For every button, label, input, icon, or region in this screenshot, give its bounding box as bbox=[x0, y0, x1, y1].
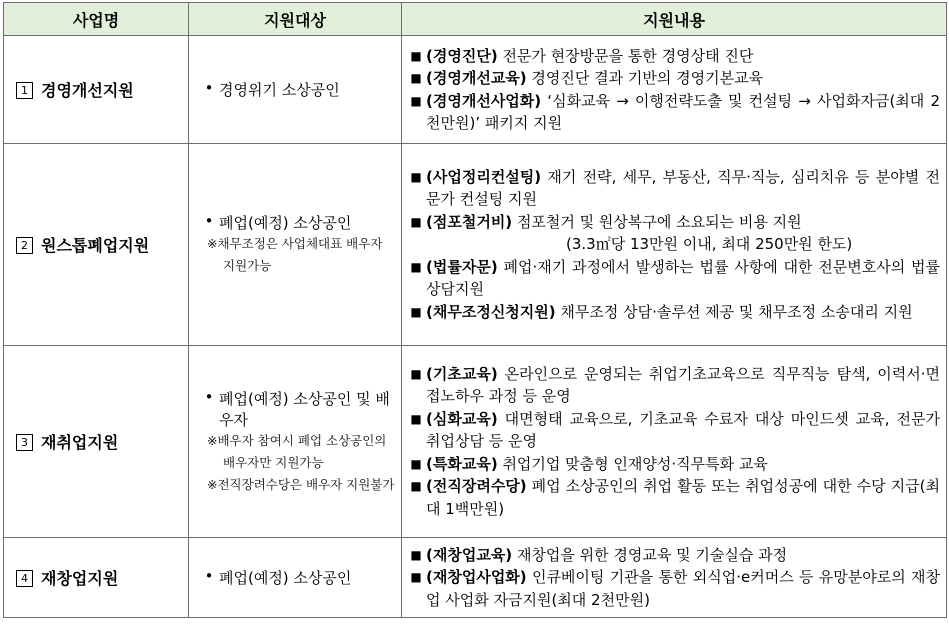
item-keyword: (재창업사업화) bbox=[426, 568, 527, 587]
square-bullet-icon: ■ bbox=[410, 411, 422, 426]
item-keyword: (경영진단) bbox=[426, 46, 498, 65]
program-name-cell bbox=[4, 36, 189, 144]
content-item bbox=[406, 566, 940, 611]
program-name-cell bbox=[4, 144, 189, 346]
program-name-cell bbox=[4, 538, 189, 618]
header-content: 지원내용 bbox=[402, 3, 947, 36]
item-text: 경영진단 결과 기반의 경영기본교육 bbox=[526, 69, 764, 87]
table-row bbox=[4, 346, 947, 538]
item-keyword: (채무조정신청지원) bbox=[426, 302, 556, 321]
content-item bbox=[406, 408, 940, 453]
content-cell bbox=[402, 346, 947, 538]
program-name: 재취업지원 bbox=[41, 433, 119, 452]
item-keyword: (전직장려수당) bbox=[426, 477, 527, 496]
item-keyword: (재창업교육) bbox=[426, 545, 513, 564]
table-row bbox=[4, 538, 947, 618]
bullet-dot-icon: • bbox=[204, 79, 214, 97]
target-text: 폐업(예정) 소상공인 및 배우자 bbox=[219, 389, 390, 429]
square-bullet-icon: ■ bbox=[410, 93, 422, 108]
number-box: 4 bbox=[16, 570, 33, 587]
target-text: 폐업(예정) 소상공인 bbox=[219, 569, 352, 587]
number-box: 2 bbox=[16, 237, 33, 254]
target-text: 폐업(예정) 소상공인 bbox=[219, 214, 352, 232]
content-item bbox=[406, 211, 940, 256]
item-text: 대면형태 교육으로, 기초교육 수료자 대상 마인드셋 교육, 전문가 취업상담 등 운영 bbox=[426, 409, 940, 451]
content-item bbox=[406, 475, 940, 520]
item-keyword: (경영개선사업화) bbox=[426, 91, 542, 110]
number-box: 3 bbox=[16, 434, 33, 451]
content-item bbox=[406, 363, 940, 408]
square-bullet-icon: ■ bbox=[410, 71, 422, 85]
header-program-name: 사업명 bbox=[4, 3, 189, 36]
content-cell bbox=[402, 538, 947, 618]
item-text: 재창업을 위한 경영교육 및 기술실습 과정 bbox=[512, 545, 788, 564]
square-bullet-icon: ■ bbox=[410, 547, 422, 562]
square-bullet-icon: ■ bbox=[410, 304, 422, 319]
content-cell bbox=[402, 36, 947, 144]
bullet-dot-icon: • bbox=[204, 567, 214, 585]
header-target: 지원대상 bbox=[189, 3, 402, 36]
target-note: ※배우자 참여시 폐업 소상공인의 배우자만 지원가능 bbox=[207, 432, 387, 470]
target-item bbox=[199, 567, 395, 588]
item-keyword: (경영개선교육) bbox=[426, 69, 527, 87]
item-text: 폐업 소상공인의 취업 활동 또는 취업성공에 대한 수당 지급(최대 1백만원) bbox=[426, 477, 940, 518]
content-item bbox=[406, 301, 940, 324]
item-keyword: (점포철거비) bbox=[426, 212, 513, 231]
content-cell bbox=[402, 144, 947, 346]
target-cell bbox=[189, 36, 402, 144]
content-item bbox=[406, 67, 940, 90]
bullet-dot-icon: • bbox=[204, 387, 214, 406]
target-cell bbox=[189, 346, 402, 538]
square-bullet-icon: ■ bbox=[410, 479, 422, 494]
table-row bbox=[4, 36, 947, 144]
program-name: 재창업지원 bbox=[41, 569, 119, 588]
content-item bbox=[406, 90, 940, 135]
number-box: 1 bbox=[16, 82, 33, 99]
support-program-table bbox=[3, 2, 947, 618]
target-note: ※전직장려수당은 배우자 지원불가 bbox=[207, 476, 395, 492]
target-item bbox=[199, 388, 395, 430]
item-text: 채무조정 상담·솔루션 제공 및 채무조정 소송대리 지원 bbox=[555, 302, 913, 321]
target-note: ※채무조정은 사업체대표 배우자 지원가능 bbox=[207, 236, 383, 273]
target-cell bbox=[189, 538, 402, 618]
content-item bbox=[406, 45, 940, 68]
item-keyword: (심화교육) bbox=[426, 409, 498, 428]
target-item bbox=[199, 212, 395, 233]
content-item bbox=[406, 544, 940, 567]
item-text: 취업기업 맞춤형 인재양성·직무특화 교육 bbox=[497, 454, 768, 473]
program-name: 원스톱폐업지원 bbox=[41, 236, 150, 255]
target-item bbox=[199, 79, 395, 100]
square-bullet-icon: ■ bbox=[410, 48, 422, 63]
square-bullet-icon: ■ bbox=[410, 259, 422, 274]
item-keyword: (특화교육) bbox=[426, 454, 498, 473]
item-keyword: (사업정리컨설팅) bbox=[426, 167, 542, 186]
item-text: 점포철거 및 원상복구에 소요되는 비용 지원 bbox=[512, 212, 802, 231]
target-text: 경영위기 소상공인 bbox=[219, 81, 340, 99]
item-text: 전문가 현장방문을 통한 경영상태 진단 bbox=[497, 46, 754, 65]
item-text: ‘심화교육 → 이행전략도출 및 컨설팅 → 사업화자금(최대 2천만원)’ 패키지 지원 bbox=[426, 91, 940, 132]
content-item bbox=[406, 166, 940, 211]
program-name: 경영개선지원 bbox=[41, 81, 134, 100]
bullet-dot-icon: • bbox=[204, 212, 214, 230]
square-bullet-icon: ■ bbox=[410, 366, 422, 381]
header-row bbox=[4, 3, 947, 36]
content-item bbox=[406, 453, 940, 476]
item-text: 폐업·재기 과정에서 발생하는 법률 사항에 대한 전문변호사의 법률 상담지원 bbox=[426, 257, 940, 299]
square-bullet-icon: ■ bbox=[410, 214, 422, 229]
content-item bbox=[406, 256, 940, 301]
item-subtext: (3.3㎡당 13만원 이내, 최대 250만원 한도) bbox=[566, 235, 853, 254]
square-bullet-icon: ■ bbox=[410, 456, 422, 471]
item-text: 인큐베이팅 기관을 통한 외식업·e커머스 등 유망분야로의 재창업 사업화 자금지원(최대 2천만원) bbox=[426, 568, 940, 609]
item-text: 재기 전략, 세무, 부동산, 직무·직능, 심리치유 등 분야별 전문가 컨설팅 지원 bbox=[426, 167, 940, 209]
item-keyword: (법률자문) bbox=[426, 257, 498, 276]
program-name-cell bbox=[4, 346, 189, 538]
item-text: 온라인으로 운영되는 취업기초교육으로 직무직능 탐색, 이력서·면접노하우 과정 등 운영 bbox=[426, 364, 940, 406]
square-bullet-icon: ■ bbox=[410, 169, 422, 184]
target-cell bbox=[189, 144, 402, 346]
table-row bbox=[4, 144, 947, 346]
square-bullet-icon: ■ bbox=[410, 570, 422, 585]
item-keyword: (기초교육) bbox=[426, 364, 498, 383]
